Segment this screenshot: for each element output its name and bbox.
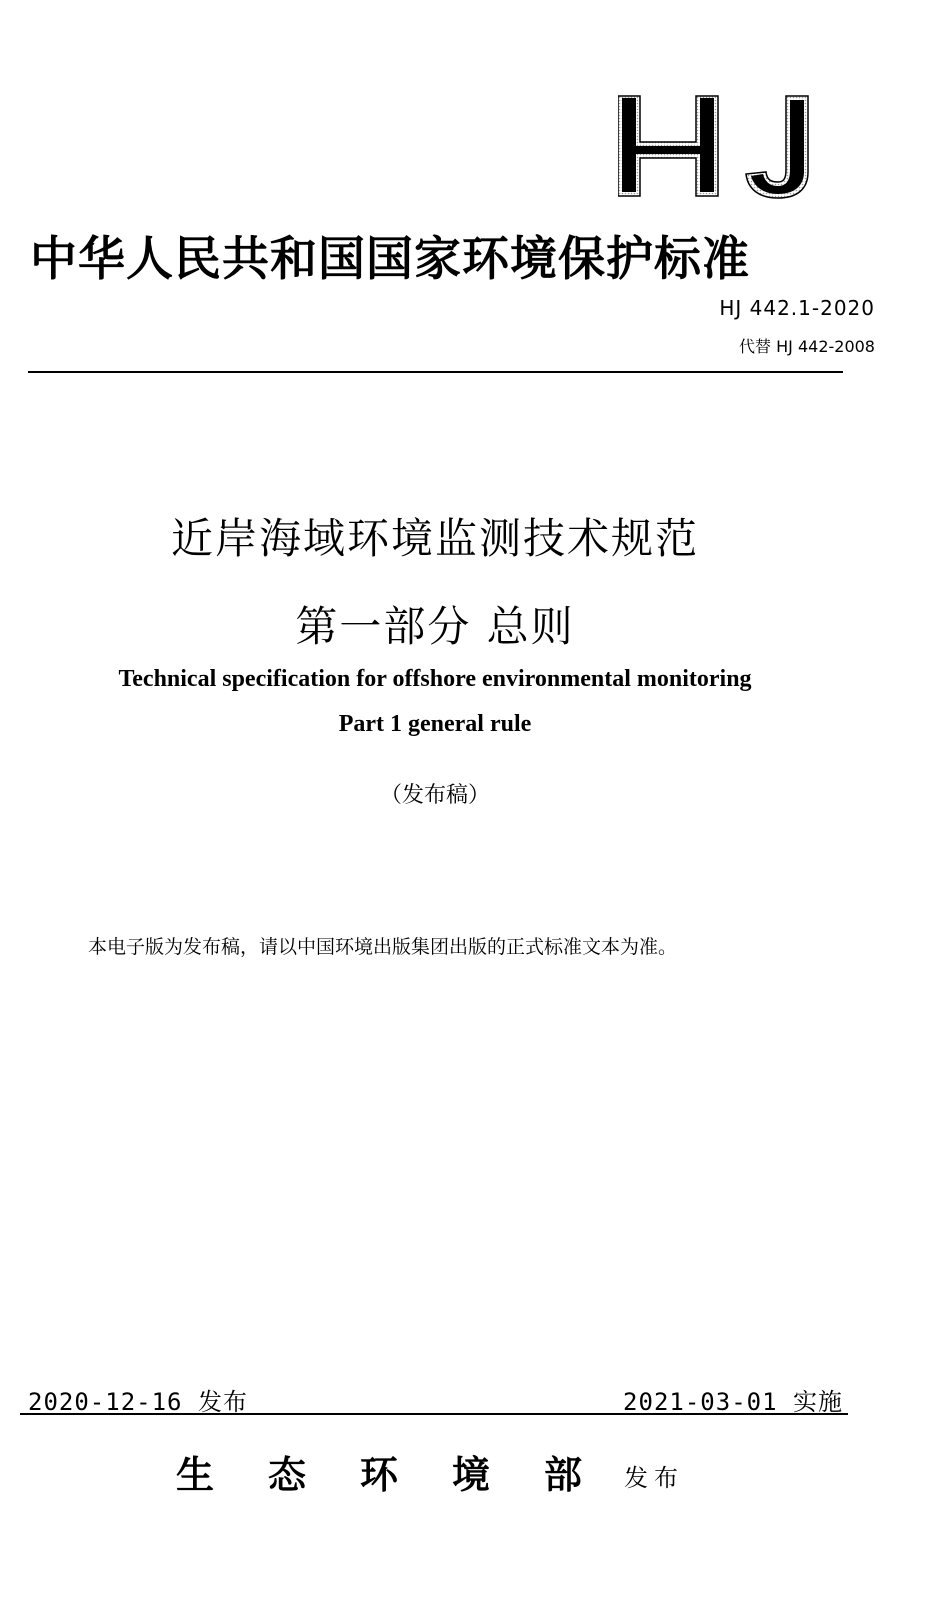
publisher-suffix: 发布 — [624, 1464, 684, 1492]
title-english: Technical specification for offshore environmental monitoring — [118, 666, 752, 692]
subtitle-chinese: 第一部分 总则 — [295, 602, 575, 651]
subtitle-english: Part 1 general rule — [338, 711, 532, 737]
issue-date: 2020-12-16 发布 — [28, 1388, 248, 1416]
standard-number: HJ 442.1-2020 — [719, 296, 875, 320]
title-chinese: 近岸海域环境监测技术规范 — [170, 514, 699, 563]
hj-logo — [618, 60, 838, 220]
draft-label: （发布稿） — [379, 783, 490, 808]
effective-date: 2021-03-01 实施 — [623, 1388, 843, 1416]
header-divider — [28, 371, 843, 373]
electronic-version-notice: 本电子版为发布稿，请以中国环境出版集团出版的正式标准文本为准。 — [88, 936, 678, 958]
footer-divider — [20, 1413, 848, 1415]
replaces-standard: 代替 HJ 442-2008 — [739, 337, 875, 356]
org-title: 中华人民共和国国家环境保护标准 — [30, 232, 750, 287]
publisher-name: 生态环境部 — [176, 1452, 637, 1497]
